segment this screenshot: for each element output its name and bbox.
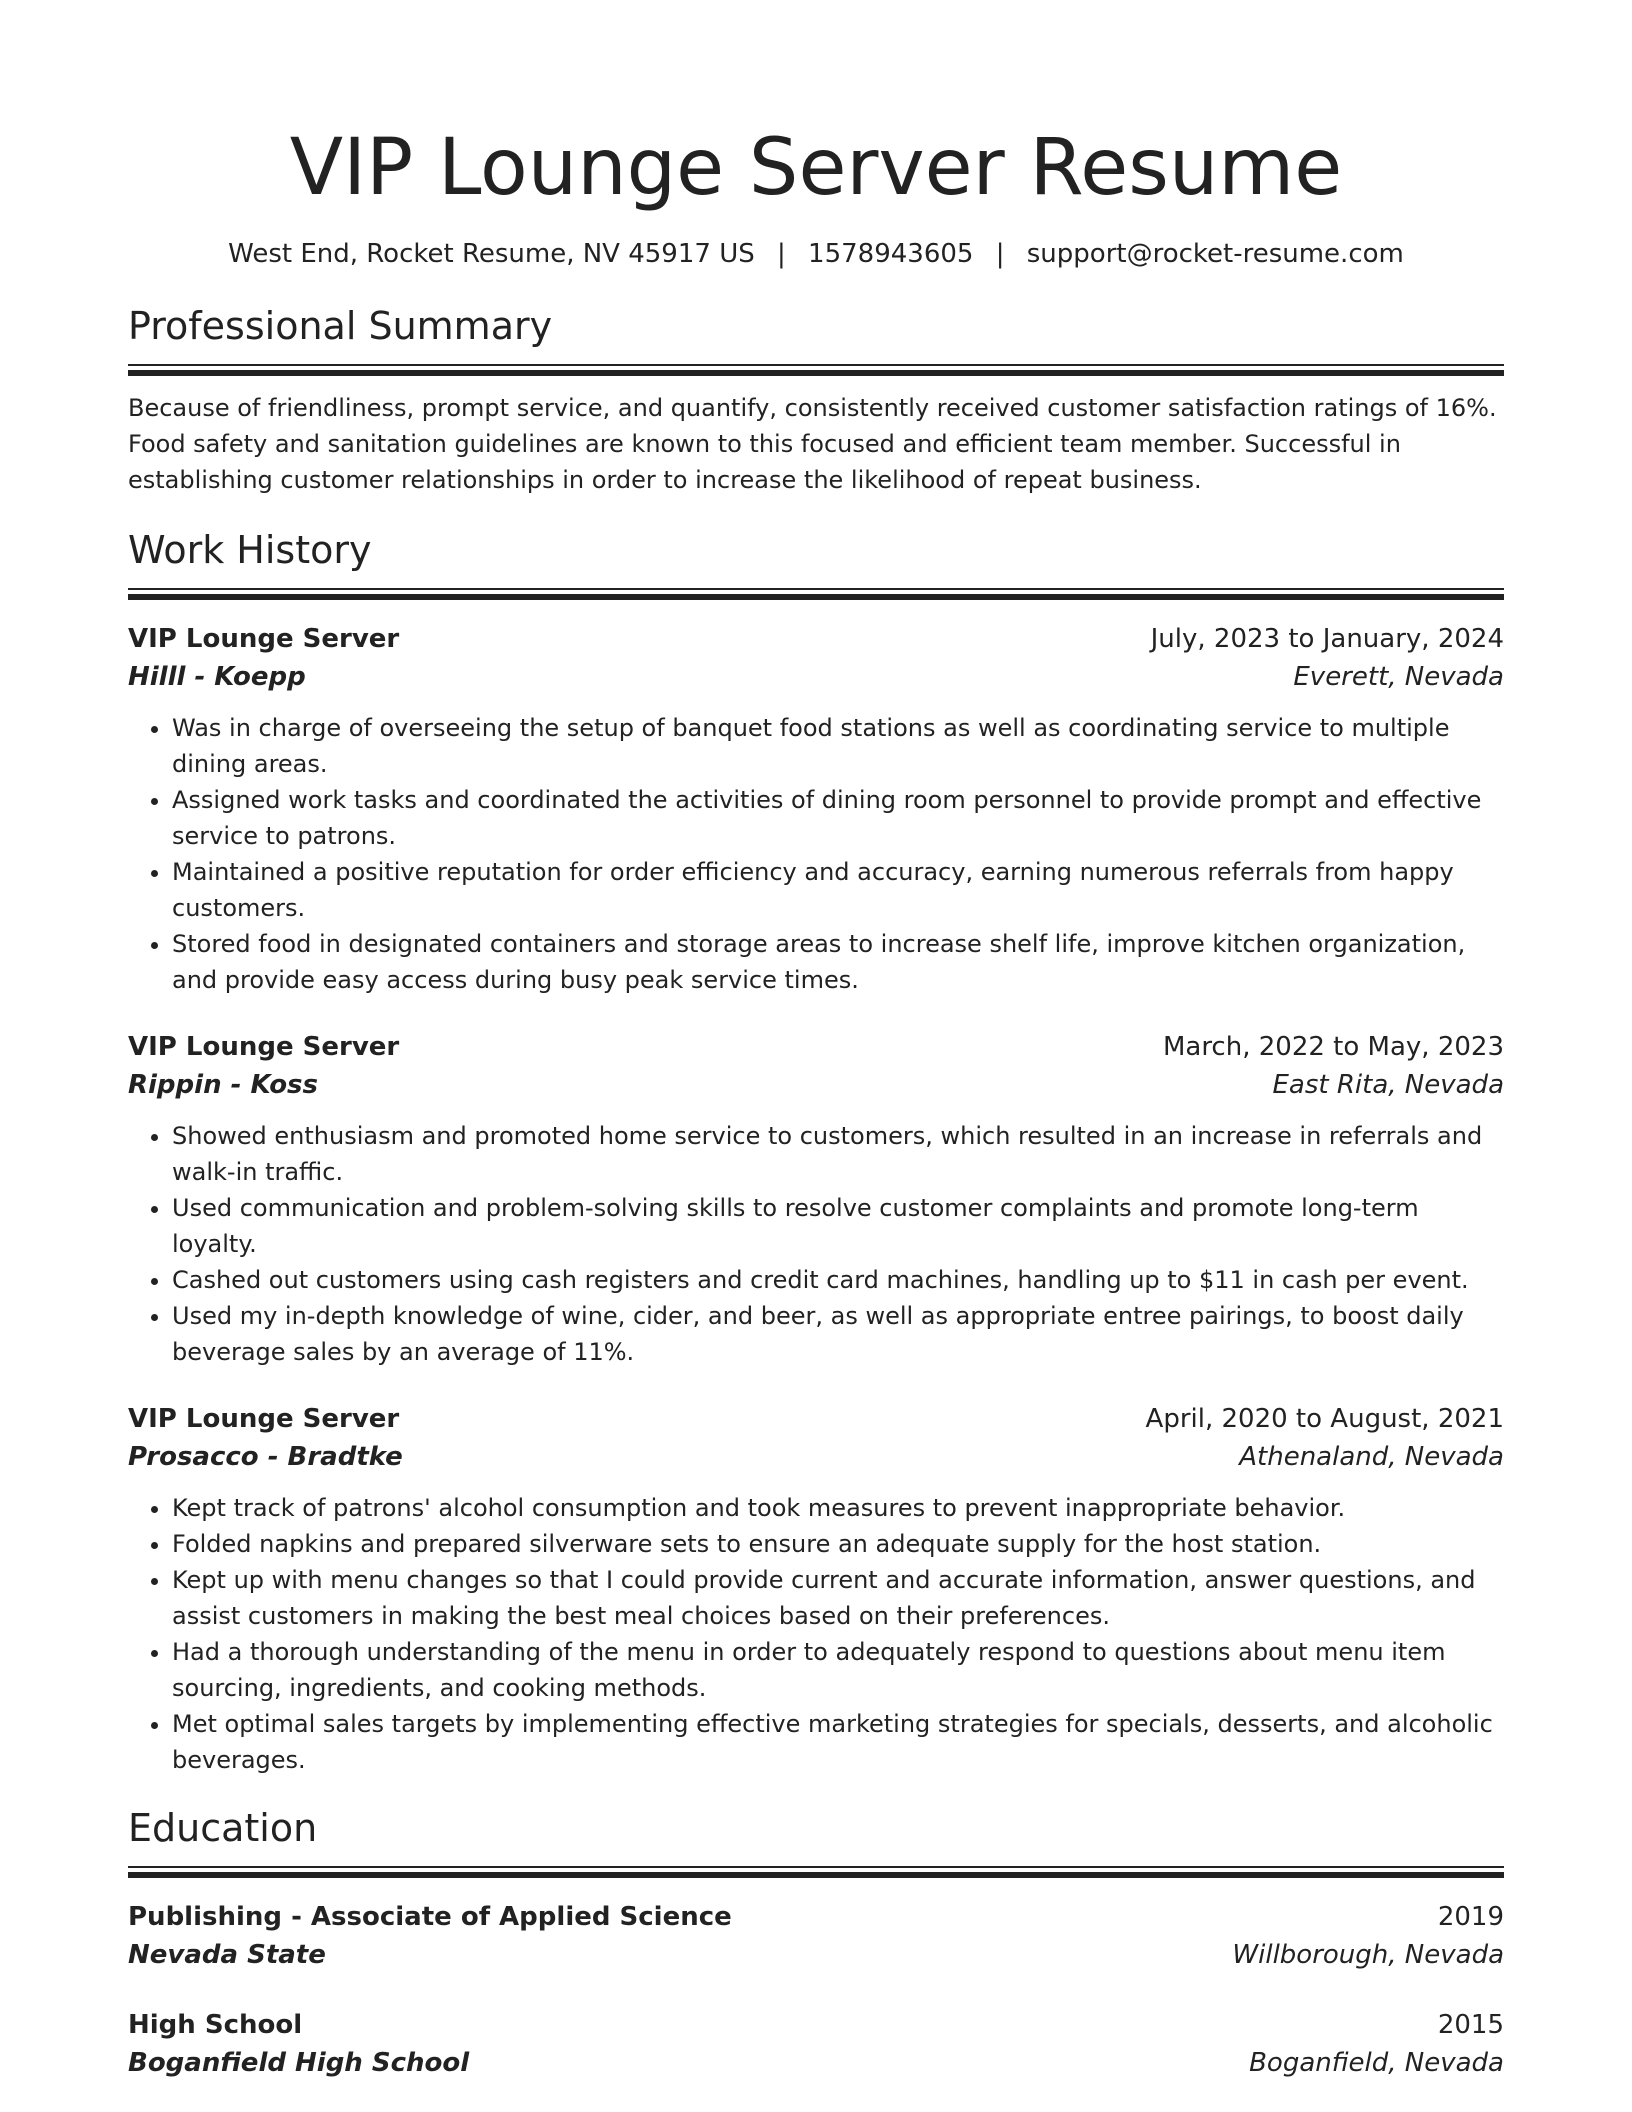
job-entry [128, 620, 1504, 998]
job-bullet: • Used communication and problem-solving skills to resolve customer complaints and promote long-term loyalty. [172, 1190, 1504, 1262]
job-bullet: • Folded napkins and prepared silverware sets to ensure an adequate supply for the host station. [172, 1526, 1504, 1562]
section-divider [128, 1866, 1504, 1878]
job-company-row [128, 1438, 1504, 1476]
job-bullet: • Met optimal sales targets by implementing effective marketing strategies for specials, desserts, and alcoholic beverages. [172, 1706, 1504, 1778]
education-entry [128, 1898, 1504, 1974]
education-year: 2019 [1437, 1902, 1504, 1932]
job-location: Everett, Nevada [1293, 662, 1504, 692]
summary-section [128, 302, 1504, 498]
education-school-row [128, 1936, 1504, 1974]
job-title: VIP Lounge Server [128, 1032, 400, 1062]
education-school-row [128, 2044, 1504, 2082]
education-section [128, 1804, 1504, 2082]
job-dates: April, 2020 to August, 2021 [1145, 1404, 1504, 1434]
education-year: 2015 [1437, 2010, 1504, 2040]
job-bullet: • Used my in-depth knowledge of wine, cider, and beer, as well as appropriate entree pairings, to boost daily beverage sales by an average of 11%. [172, 1298, 1504, 1370]
contact-line [128, 236, 1504, 272]
job-title-row [128, 1400, 1504, 1438]
work-history-section [128, 526, 1504, 1778]
education-school: Nevada State [128, 1940, 326, 1970]
education-degree: High School [128, 2010, 303, 2040]
contact-phone: 1578943605 [808, 239, 974, 269]
job-bullet: • Stored food in designated containers and storage areas to increase shelf life, improve kitchen organization, and provide easy access during busy peak service times. [172, 926, 1504, 998]
job-title-row [128, 1028, 1504, 1066]
job-dates: March, 2022 to May, 2023 [1162, 1032, 1504, 1062]
contact-separator: | [777, 239, 786, 269]
resume-title: VIP Lounge Server Resume [289, 123, 1343, 213]
education-location: Boganfield, Nevada [1249, 2048, 1504, 2078]
job-bullet: • Had a thorough understanding of the menu in order to adequately respond to questions about menu item sourcing, ingredients, and cooking methods. [172, 1634, 1504, 1706]
job-company: Prosacco - Bradtke [128, 1442, 403, 1472]
job-bullet: • Assigned work tasks and coordinated the activities of dining room personnel to provide prompt and effective service to patrons. [172, 782, 1504, 854]
job-location: Athenaland, Nevada [1239, 1442, 1504, 1472]
section-divider [128, 588, 1504, 600]
contact-email: support@rocket-resume.com [1026, 239, 1404, 269]
job-company: Rippin - Koss [128, 1070, 319, 1100]
resume-header [128, 0, 1504, 272]
job-dates: July, 2023 to January, 2024 [1150, 624, 1504, 654]
job-company: Hilll - Koepp [128, 662, 306, 692]
education-degree: Publishing - Associate of Applied Science [128, 1902, 732, 1932]
job-title: VIP Lounge Server [128, 624, 400, 654]
job-bullet: • Kept up with menu changes so that I could provide current and accurate information, answer questions, and assist customers in making the best meal choices based on their preferences. [172, 1562, 1504, 1634]
education-entry [128, 2006, 1504, 2082]
job-bullet: • Showed enthusiasm and promoted home service to customers, which resulted in an increase in referrals and walk-in traffic. [172, 1118, 1504, 1190]
education-degree-row [128, 1898, 1504, 1936]
education-degree-row [128, 2006, 1504, 2044]
job-bullet: • Was in charge of overseeing the setup of banquet food stations as well as coordinating service to multiple dining areas. [172, 710, 1504, 782]
education-heading: Education [128, 1806, 318, 1850]
job-location: East Rita, Nevada [1272, 1070, 1504, 1100]
education-location: Willborough, Nevada [1232, 1940, 1504, 1970]
work-history-heading: Work History [128, 528, 372, 572]
summary-text: Because of friendliness, prompt service, and quantify, consistently received customer satisfaction ratings of 16%. Food safety and sanitation guidelines are known to this focused and efficient team member. Successful in establishing customer relationships in order to increase the likelihood of repeat business. [128, 394, 1497, 494]
job-bullet: • Kept track of patrons' alcohol consumption and took measures to prevent inappropriate behavior. [172, 1490, 1504, 1526]
job-bullets [128, 1118, 1504, 1370]
contact-address: West End, Rocket Resume, NV 45917 US [228, 239, 755, 269]
job-bullet: • Cashed out customers using cash registers and credit card machines, handling up to $11 in cash per event. [172, 1262, 1504, 1298]
job-title: VIP Lounge Server [128, 1404, 400, 1434]
job-company-row [128, 1066, 1504, 1104]
contact-separator: | [995, 239, 1005, 269]
summary-heading: Professional Summary [128, 304, 553, 348]
job-bullet: • Maintained a positive reputation for order efficiency and accuracy, earning numerous referrals from happy customers. [172, 854, 1504, 926]
job-entry [128, 1028, 1504, 1370]
job-entry [128, 1400, 1504, 1778]
job-title-row [128, 620, 1504, 658]
job-company-row [128, 658, 1504, 696]
job-bullets [128, 1490, 1504, 1778]
job-bullets [128, 710, 1504, 998]
education-school: Boganfield High School [128, 2048, 470, 2078]
section-divider [128, 364, 1504, 376]
